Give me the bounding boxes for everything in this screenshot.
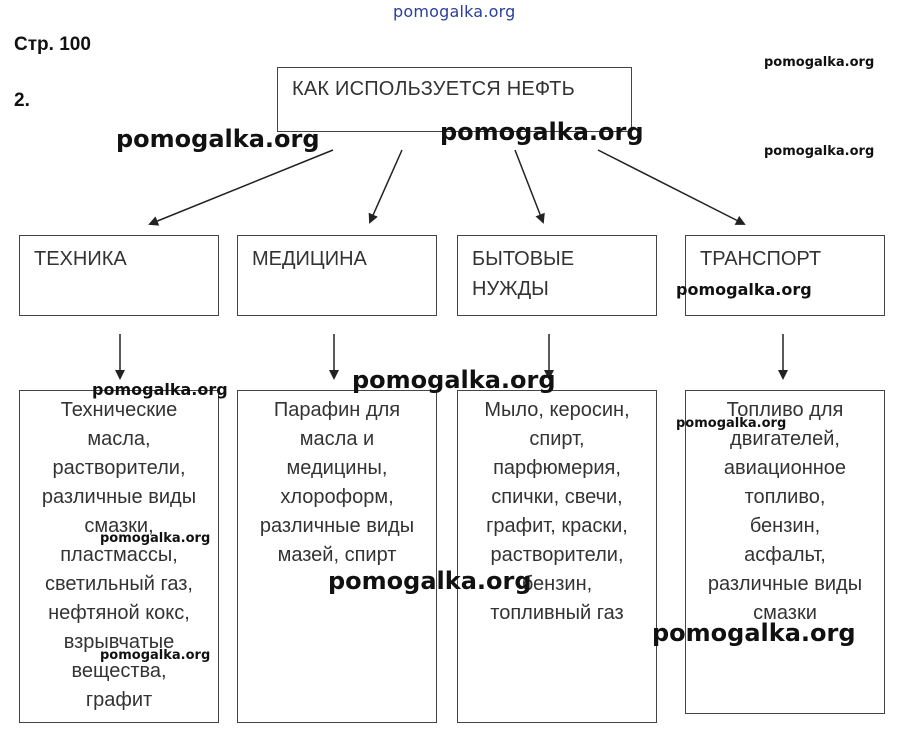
category-transport: [685, 235, 885, 316]
details-medicina-text: [242, 396, 432, 570]
detail-line: пластмассы,: [60, 544, 178, 566]
detail-line: масла и: [299, 428, 375, 450]
details-bytovye-text: [462, 396, 652, 628]
watermark: pomogalka.org: [100, 648, 211, 663]
detail-line: топливо,: [744, 486, 826, 508]
category-bytovye-line2: НУЖДЫ: [472, 278, 549, 300]
detail-line: Парафин для: [273, 399, 401, 421]
detail-line: бензин,: [521, 573, 593, 595]
category-technika-title: ТЕХНИКА: [34, 248, 127, 270]
detail-line: Технические: [60, 399, 178, 421]
category-transport-title: ТРАНСПОРТ: [700, 248, 822, 270]
detail-line: растворители,: [52, 457, 186, 479]
watermark: pomogalka.org: [116, 125, 320, 153]
arrow-root-to-bytovye: [515, 150, 543, 222]
detail-line: смазки,: [84, 515, 154, 537]
detail-line: бензин,: [749, 515, 821, 537]
watermark: pomogalka.org: [764, 55, 875, 70]
detail-line: авиационное: [723, 457, 847, 479]
detail-line: нефтяной кокс,: [48, 602, 190, 624]
detail-line: хлороформ,: [280, 486, 394, 508]
root-node-title: КАК ИСПОЛЬЗУЕТСЯ НЕФТЬ: [292, 78, 575, 100]
detail-line: различные виды: [707, 573, 863, 595]
category-medicina: [237, 235, 437, 316]
watermark: pomogalka.org: [100, 531, 211, 546]
watermark: pomogalka.org: [764, 144, 875, 159]
detail-line: взрывчатые: [63, 631, 175, 653]
root-node: [277, 67, 632, 132]
watermark: pomogalka.org: [440, 118, 644, 146]
details-transport: [685, 390, 885, 714]
detail-line: медицины,: [286, 457, 388, 479]
watermark: pomogalka.org: [92, 380, 228, 399]
details-technika-text: [24, 396, 214, 715]
watermark: pomogalka.org: [328, 567, 532, 595]
details-bytovye-nuzhdy: [457, 390, 657, 723]
detail-line: Топливо для: [726, 399, 844, 421]
category-bytovye-nuzhdy-title: [472, 244, 574, 304]
detail-line: спирт,: [529, 428, 585, 450]
watermark: pomogalka.org: [676, 416, 787, 431]
detail-line: графит, краски,: [486, 515, 628, 537]
category-technika: [19, 235, 219, 316]
watermark: pomogalka.org: [652, 619, 856, 647]
page-number-label: Стр. 100: [14, 34, 91, 55]
detail-line: растворители,: [490, 544, 624, 566]
detail-line: парфюмерия,: [493, 457, 621, 479]
watermark: pomogalka.org: [676, 280, 812, 299]
detail-line: Мыло, керосин,: [484, 399, 630, 421]
category-medicina-title: МЕДИЦИНА: [252, 248, 367, 270]
watermark: pomogalka.org: [352, 366, 556, 394]
arrow-root-to-technika: [150, 150, 333, 224]
details-technika: [19, 390, 219, 723]
task-number-label: 2.: [14, 90, 30, 111]
detail-line: различные виды: [41, 486, 197, 508]
detail-line: масла,: [87, 428, 151, 450]
arrow-root-to-medicina: [370, 150, 402, 222]
detail-line: вещества,: [71, 660, 167, 682]
category-bytovye-line1: БЫТОВЫЕ: [472, 248, 575, 270]
details-transport-text: [690, 396, 880, 628]
details-medicina: [237, 390, 437, 723]
category-bytovye-nuzhdy: [457, 235, 657, 316]
detail-line: асфальт,: [744, 544, 826, 566]
detail-line: светильный газ,: [45, 573, 193, 595]
detail-line: мазей, спирт: [277, 544, 397, 566]
detail-line: спички, свечи,: [491, 486, 623, 508]
detail-line: графит: [85, 689, 153, 711]
site-header-link[interactable]: pomogalka.org: [393, 2, 516, 21]
detail-line: различные виды: [259, 515, 415, 537]
detail-line: двигателей,: [730, 428, 840, 450]
arrow-root-to-transport: [598, 150, 744, 224]
detail-line: смазки: [753, 602, 817, 624]
detail-line: топливный газ: [490, 602, 624, 624]
